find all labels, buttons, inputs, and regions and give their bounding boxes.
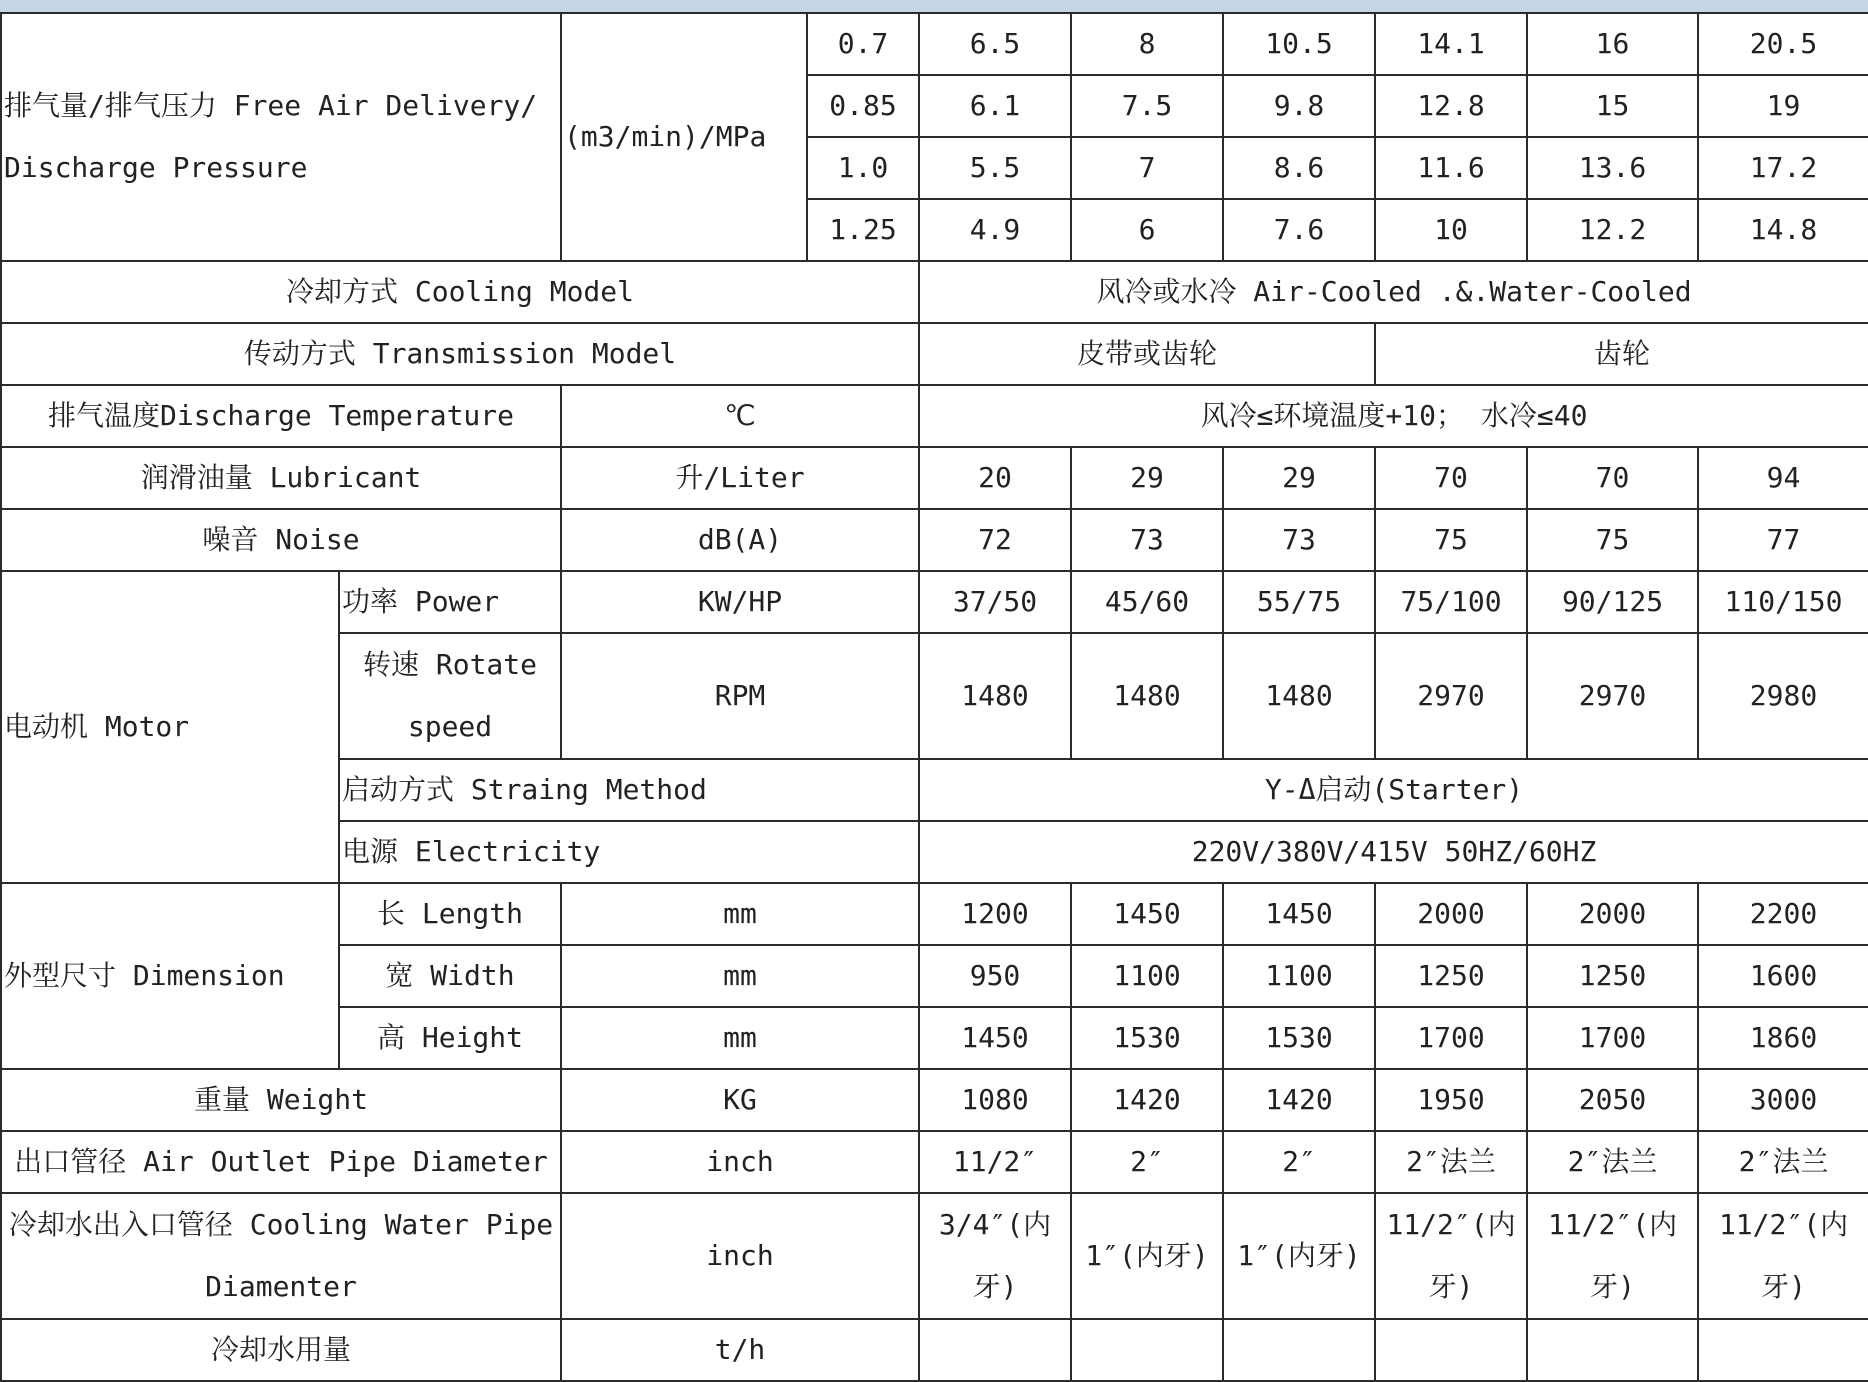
value-cell: 20	[919, 447, 1071, 509]
motor-starting-value: Y-Δ启动(Starter)	[919, 759, 1868, 821]
value-cell: 8.6	[1223, 137, 1375, 199]
table-row	[1, 883, 1868, 945]
table-row	[1, 1131, 1868, 1193]
value-cell: 1480	[1223, 633, 1375, 759]
value-cell: 7	[1071, 137, 1223, 199]
value-cell: 3/4″(内牙)	[919, 1193, 1071, 1319]
value-cell: 29	[1223, 447, 1375, 509]
value-cell	[1527, 1319, 1698, 1381]
value-cell	[1071, 1319, 1223, 1381]
value-cell: 90/125	[1527, 571, 1698, 633]
pressure-cell: 1.0	[807, 137, 919, 199]
value-cell: 7.6	[1223, 199, 1375, 261]
value-cell: 1100	[1223, 945, 1375, 1007]
value-cell: 75	[1527, 509, 1698, 571]
dimension-label: 外型尺寸 Dimension	[1, 883, 339, 1069]
value-cell: 14.8	[1698, 199, 1868, 261]
dimension-length-label: 长 Length	[339, 883, 561, 945]
table-row	[1, 385, 1868, 447]
value-cell: 16	[1527, 13, 1698, 75]
value-cell: 77	[1698, 509, 1868, 571]
noise-unit: dB(A)	[561, 509, 919, 571]
value-cell: 8	[1071, 13, 1223, 75]
spec-table	[0, 12, 1868, 1382]
value-cell: 4.9	[919, 199, 1071, 261]
motor-electricity-value: 220V/380V/415V 50HZ/60HZ	[919, 821, 1868, 883]
value-cell: 37/50	[919, 571, 1071, 633]
value-cell: 3000	[1698, 1069, 1868, 1131]
value-cell: 72	[919, 509, 1071, 571]
table-row	[1, 1069, 1868, 1131]
value-cell: 11.6	[1375, 137, 1527, 199]
value-cell: 6	[1071, 199, 1223, 261]
transmission-value-b: 齿轮	[1375, 323, 1868, 385]
value-cell: 2″法兰	[1698, 1131, 1868, 1193]
table-row	[1, 509, 1868, 571]
table-row	[1, 1319, 1868, 1381]
table-row	[1, 323, 1868, 385]
value-cell: 6.5	[919, 13, 1071, 75]
value-cell: 20.5	[1698, 13, 1868, 75]
value-cell: 1860	[1698, 1007, 1868, 1069]
value-cell: 73	[1223, 509, 1375, 571]
value-cell	[1223, 1319, 1375, 1381]
table-row	[1, 13, 1868, 75]
value-cell: 1420	[1223, 1069, 1375, 1131]
value-cell: 2000	[1527, 883, 1698, 945]
motor-power-unit: KW/HP	[561, 571, 919, 633]
weight-unit: KG	[561, 1069, 919, 1131]
value-cell: 1530	[1223, 1007, 1375, 1069]
value-cell: 1450	[919, 1007, 1071, 1069]
motor-power-label: 功率 Power	[339, 571, 561, 633]
value-cell: 2200	[1698, 883, 1868, 945]
air-delivery-unit: (m3/min)/MPa	[561, 13, 807, 261]
value-cell: 1100	[1071, 945, 1223, 1007]
value-cell: 1600	[1698, 945, 1868, 1007]
value-cell: 7.5	[1071, 75, 1223, 137]
value-cell: 29	[1071, 447, 1223, 509]
pressure-cell: 0.7	[807, 13, 919, 75]
table-top-edge	[0, 0, 1868, 12]
cooling-value: 风冷或水冷 Air-Cooled .&.Water-Cooled	[919, 261, 1868, 323]
value-cell: 1080	[919, 1069, 1071, 1131]
value-cell: 19	[1698, 75, 1868, 137]
air-delivery-label: 排气量/排气压力 Free Air Delivery/ Discharge Pressure	[1, 13, 561, 261]
value-cell: 950	[919, 945, 1071, 1007]
dimension-width-unit: mm	[561, 945, 919, 1007]
next-row-label: 冷却水用量	[1, 1319, 561, 1381]
table-row	[1, 1193, 1868, 1319]
value-cell: 1700	[1527, 1007, 1698, 1069]
value-cell	[1375, 1319, 1527, 1381]
value-cell: 70	[1527, 447, 1698, 509]
value-cell: 15	[1527, 75, 1698, 137]
value-cell: 2050	[1527, 1069, 1698, 1131]
motor-electricity-label: 电源 Electricity	[339, 821, 919, 883]
discharge-temp-unit: ℃	[561, 385, 919, 447]
value-cell: 1450	[1223, 883, 1375, 945]
value-cell: 1″(内牙)	[1223, 1193, 1375, 1319]
value-cell: 6.1	[919, 75, 1071, 137]
transmission-value-a: 皮带或齿轮	[919, 323, 1375, 385]
value-cell: 1480	[1071, 633, 1223, 759]
value-cell: 10.5	[1223, 13, 1375, 75]
motor-label: 电动机 Motor	[1, 571, 339, 883]
value-cell: 75	[1375, 509, 1527, 571]
value-cell: 94	[1698, 447, 1868, 509]
value-cell: 5.5	[919, 137, 1071, 199]
discharge-temp-label: 排气温度Discharge Temperature	[1, 385, 561, 447]
value-cell: 2″	[1223, 1131, 1375, 1193]
value-cell: 9.8	[1223, 75, 1375, 137]
cooling-water-pipe-label: 冷却水出入口管径 Cooling Water Pipe Diamenter	[1, 1193, 561, 1319]
value-cell: 70	[1375, 447, 1527, 509]
lubricant-label: 润滑油量 Lubricant	[1, 447, 561, 509]
transmission-label: 传动方式 Transmission Model	[1, 323, 919, 385]
value-cell: 1200	[919, 883, 1071, 945]
value-cell: 1″(内牙)	[1071, 1193, 1223, 1319]
noise-label: 噪音 Noise	[1, 509, 561, 571]
value-cell: 2″法兰	[1527, 1131, 1698, 1193]
value-cell: 2″法兰	[1375, 1131, 1527, 1193]
value-cell: 2000	[1375, 883, 1527, 945]
value-cell: 1950	[1375, 1069, 1527, 1131]
cooling-water-pipe-unit: inch	[561, 1193, 919, 1319]
value-cell	[1698, 1319, 1868, 1381]
motor-speed-label: 转速 Rotate speed	[339, 633, 561, 759]
cooling-label: 冷却方式 Cooling Model	[1, 261, 919, 323]
value-cell: 11/2″(内牙)	[1527, 1193, 1698, 1319]
dimension-height-unit: mm	[561, 1007, 919, 1069]
value-cell: 1250	[1375, 945, 1527, 1007]
pressure-cell: 1.25	[807, 199, 919, 261]
table-row	[1, 261, 1868, 323]
value-cell: 1530	[1071, 1007, 1223, 1069]
value-cell: 2980	[1698, 633, 1868, 759]
pressure-cell: 0.85	[807, 75, 919, 137]
discharge-temp-value: 风冷≤环境温度+10； 水冷≤40	[919, 385, 1868, 447]
weight-label: 重量 Weight	[1, 1069, 561, 1131]
value-cell: 12.2	[1527, 199, 1698, 261]
value-cell: 2970	[1527, 633, 1698, 759]
value-cell: 11/2″(内牙)	[1375, 1193, 1527, 1319]
value-cell: 2″	[1071, 1131, 1223, 1193]
value-cell: 75/100	[1375, 571, 1527, 633]
value-cell: 45/60	[1071, 571, 1223, 633]
value-cell: 1700	[1375, 1007, 1527, 1069]
value-cell: 2970	[1375, 633, 1527, 759]
value-cell: 11/2″(内牙)	[1698, 1193, 1868, 1319]
next-row-unit: t/h	[561, 1319, 919, 1381]
table-row	[1, 571, 1868, 633]
value-cell: 1250	[1527, 945, 1698, 1007]
outlet-pipe-unit: inch	[561, 1131, 919, 1193]
value-cell: 1450	[1071, 883, 1223, 945]
value-cell: 12.8	[1375, 75, 1527, 137]
lubricant-unit: 升/Liter	[561, 447, 919, 509]
dimension-width-label: 宽 Width	[339, 945, 561, 1007]
outlet-pipe-label: 出口管径 Air Outlet Pipe Diameter	[1, 1131, 561, 1193]
value-cell: 55/75	[1223, 571, 1375, 633]
motor-starting-label: 启动方式 Straing Method	[339, 759, 919, 821]
dimension-height-label: 高 Height	[339, 1007, 561, 1069]
value-cell	[919, 1319, 1071, 1381]
value-cell: 14.1	[1375, 13, 1527, 75]
value-cell: 110/150	[1698, 571, 1868, 633]
value-cell: 10	[1375, 199, 1527, 261]
value-cell: 13.6	[1527, 137, 1698, 199]
motor-speed-unit: RPM	[561, 633, 919, 759]
dimension-length-unit: mm	[561, 883, 919, 945]
value-cell: 17.2	[1698, 137, 1868, 199]
value-cell: 11/2″	[919, 1131, 1071, 1193]
table-row	[1, 447, 1868, 509]
value-cell: 1480	[919, 633, 1071, 759]
value-cell: 73	[1071, 509, 1223, 571]
value-cell: 1420	[1071, 1069, 1223, 1131]
